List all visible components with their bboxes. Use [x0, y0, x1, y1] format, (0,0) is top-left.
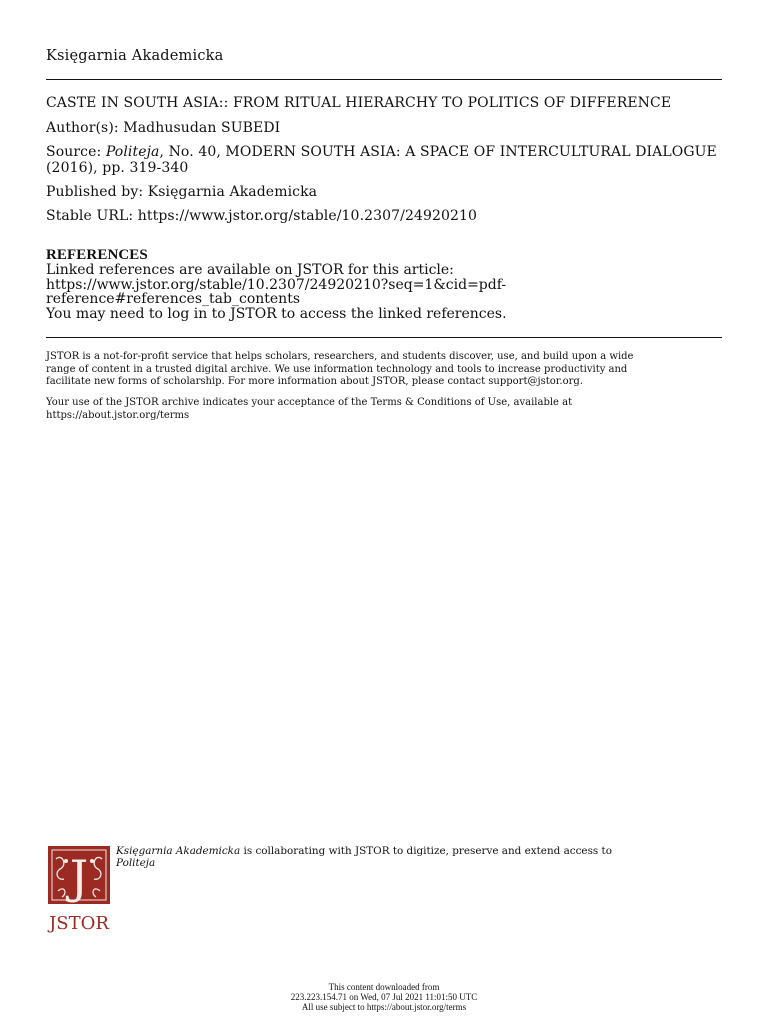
references-intro: Linked references are available on JSTOR for this article:	[46, 262, 454, 278]
stable-url-link[interactable]: https://www.jstor.org/stable/10.2307/24920210	[137, 208, 478, 224]
article-source	[46, 144, 722, 176]
publisher-name: Księgarnia Akademicka	[46, 48, 224, 64]
published-value: Księgarnia Akademicka	[147, 184, 318, 200]
stable-url-label: Stable URL:	[46, 208, 134, 224]
article-stable-url	[46, 208, 722, 224]
source-journal: Politeja	[105, 144, 160, 160]
article-authors	[46, 120, 722, 136]
source-label: Source:	[46, 144, 102, 160]
jstor-wordmark: JSTOR	[49, 913, 109, 933]
source-details: , No. 40, MODERN SOUTH ASIA: A SPACE OF INTERCULTURAL DIALOGUE	[159, 144, 717, 160]
references-link[interactable]: https://www.jstor.org/stable/10.2307/24920210?seq=1&cid=pdf- reference#references_tab_contents	[46, 276, 507, 308]
jstor-logo	[46, 843, 114, 933]
svg-text:J: J	[69, 850, 89, 904]
authors-value: Madhusudan SUBEDI	[123, 120, 281, 136]
collab-text: is collaborating with JSTOR to digitize, preserve and extend access to	[240, 845, 612, 857]
references-login-note: You may need to log in to JSTOR to access the linked references.	[46, 306, 507, 323]
article-publisher	[46, 184, 722, 200]
jstor-logo-icon	[46, 843, 114, 933]
top-divider	[46, 79, 722, 80]
download-footer: This content downloaded from 223.223.154.71 on Wed, 07 Jul 2021 11:01:50 UTC All use subject to https://about.jstor.org/terms	[0, 982, 768, 1012]
collaboration-statement	[116, 846, 716, 869]
middle-divider	[46, 337, 722, 338]
terms-link[interactable]: https://about.jstor.org/terms	[46, 409, 190, 421]
terms-notice: Your use of the JSTOR archive indicates your acceptance of the Terms & Conditions of Use, available at https://about.jstor.org/terms	[46, 397, 722, 422]
article-title: CASTE IN SOUTH ASIA:: FROM RITUAL HIERARCHY TO POLITICS OF DIFFERENCE	[46, 95, 672, 111]
jstor-notice: JSTOR is a not-for-profit service that helps scholars, researchers, and students discover, use, and build upon a wide range of content in a trusted digital archive. We use information technology and tools to increase productivity and facilitate new forms of scholarship. For more information about JSTOR, please contact support@jstor.org.	[46, 351, 634, 387]
collab-publisher: Księgarnia Akademicka	[116, 845, 241, 857]
references-body	[46, 263, 606, 322]
source-pages: (2016), pp. 319-340	[46, 160, 189, 176]
collab-journal: Politeja	[116, 856, 156, 869]
references-heading: REFERENCES	[46, 247, 148, 263]
footer-terms-link: All use subject to https://about.jstor.org/terms	[301, 1002, 467, 1012]
authors-label: Author(s):	[46, 120, 119, 136]
published-label: Published by:	[46, 184, 144, 200]
